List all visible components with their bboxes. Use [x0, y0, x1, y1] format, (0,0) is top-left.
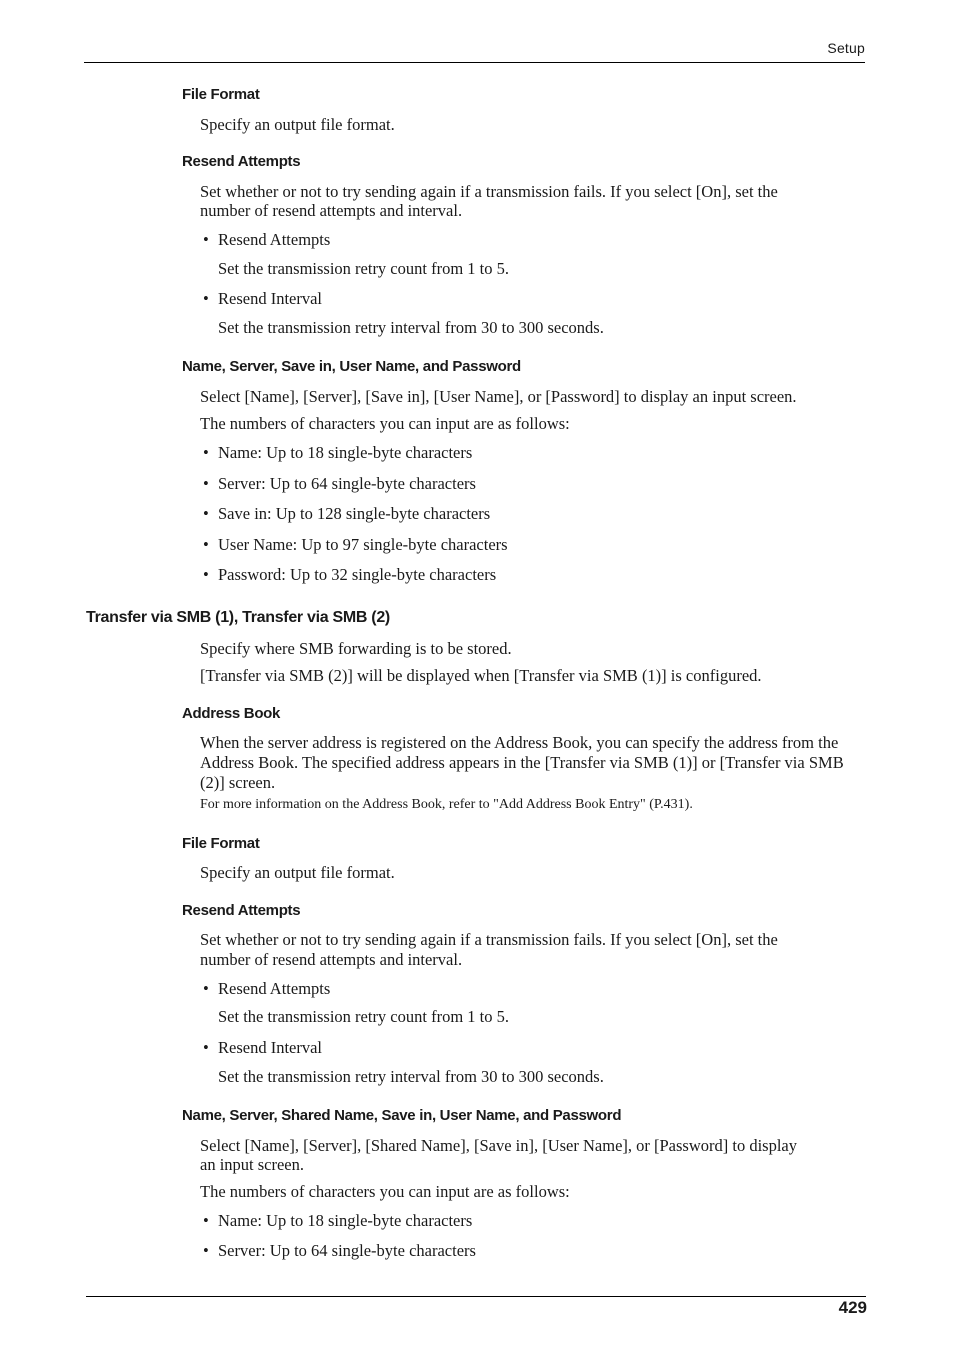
list-item: • Server: Up to 64 single-byte characters [218, 474, 476, 494]
list-item: • Save in: Up to 128 single-byte characters [218, 504, 490, 524]
smb-resend-attempts-desc: Set the transmission retry count from 1 to 5. [218, 1007, 509, 1026]
header-rule [84, 62, 865, 63]
smb-file-format-text: Specify an output file format. [200, 863, 395, 882]
footer-rule [86, 1296, 866, 1297]
list-item: • Name: Up to 18 single-byte characters [218, 443, 472, 463]
smb-resend-text-line1: Set whether or not to try sending again if a transmission fails. If you select [On], set the [200, 930, 778, 949]
smb-section-heading: Transfer via SMB (1), Transfer via SMB (2) [86, 609, 390, 626]
smb-resend-attempts-heading: Resend Attempts [182, 902, 301, 919]
smb-intro-1: Specify where SMB forwarding is to be stored. [200, 639, 512, 658]
file-format-heading: File Format [182, 86, 260, 103]
running-header: Setup [827, 40, 865, 56]
list-item: • Server: Up to 64 single-byte characters [218, 1241, 476, 1261]
smb-names-text-line1: Select [Name], [Server], [Shared Name], [Save in], [User Name], or [Password] to display [200, 1136, 798, 1155]
list-item-smb-resend-attempts: • Resend Attempts [218, 979, 330, 999]
address-book-text: When the server address is registered on the Address Book, you can specify the address from the Address Book. The specified address appears in the [Transfer via SMB (1)] or [Transfer via SMB (2)] screen. [200, 733, 844, 792]
smb-resend-text-line2: number of resend attempts and interval. [200, 950, 463, 969]
smb-file-format-heading: File Format [182, 835, 260, 852]
list-item-resend-interval: • Resend Interval [218, 289, 322, 309]
file-format-text: Specify an output file format. [200, 115, 395, 134]
names-heading: Name, Server, Save in, User Name, and Password [182, 358, 521, 375]
resend-attempts-desc: Set the transmission retry count from 1 to 5. [218, 259, 509, 278]
resend-interval-desc: Set the transmission retry interval from 30 to 300 seconds. [218, 318, 604, 337]
list-item: • Password: Up to 32 single-byte characters [218, 565, 496, 585]
list-item: • Name: Up to 18 single-byte characters [218, 1211, 472, 1231]
resend-attempts-text-line2: number of resend attempts and interval. [200, 201, 463, 220]
list-item: • User Name: Up to 97 single-byte characters [218, 535, 508, 555]
smb-chars-intro: The numbers of characters you can input are as follows: [200, 1182, 570, 1201]
resend-attempts-heading: Resend Attempts [182, 153, 301, 170]
list-item-smb-resend-interval: • Resend Interval [218, 1038, 322, 1058]
smb-names-text-line2: an input screen. [200, 1155, 305, 1174]
names-text: Select [Name], [Server], [Save in], [User Name], or [Password] to display an input screen. [200, 387, 797, 406]
smb-resend-interval-desc: Set the transmission retry interval from 30 to 300 seconds. [218, 1067, 604, 1086]
chars-intro: The numbers of characters you can input are as follows: [200, 414, 570, 433]
resend-attempts-text-line1: Set whether or not to try sending again if a transmission fails. If you select [On], set the [200, 182, 778, 201]
smb-intro-2: [Transfer via SMB (2)] will be displayed when [Transfer via SMB (1)] is configured. [200, 666, 762, 685]
page-number: 429 [838, 1298, 867, 1317]
address-book-note: For more information on the Address Book, refer to "Add Address Book Entry" (P.431). [200, 797, 693, 812]
smb-names-heading: Name, Server, Shared Name, Save in, User Name, and Password [182, 1107, 622, 1124]
address-book-heading: Address Book [182, 705, 281, 722]
list-item-resend-attempts: • Resend Attempts [218, 230, 330, 250]
